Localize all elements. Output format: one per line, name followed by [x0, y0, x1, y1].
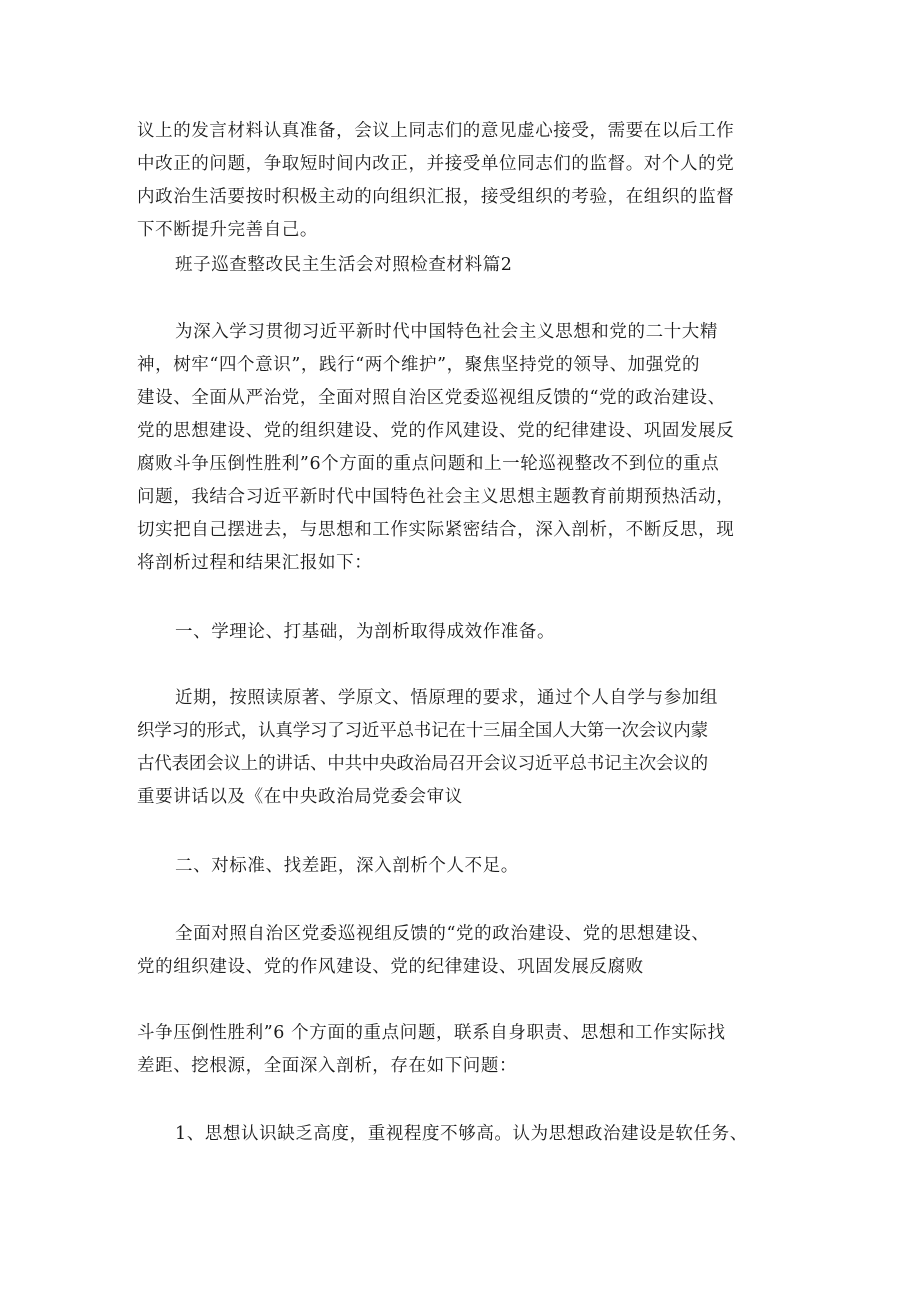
paragraph-line: 为深入学习贯彻习近平新时代中国特色社会主义思想和党的二十大精	[175, 322, 718, 342]
intro-line: 中改正的问题，争取短时间内改正，并接受单位同志们的监督。对个人的党	[137, 154, 735, 174]
list-item: 1、思想认识缺乏高度，重视程度不够高。认为思想政治建设是软任务、	[175, 1124, 748, 1144]
article-title: 班子巡查整改民主生活会对照检查材料篇2	[175, 255, 513, 275]
paragraph-line: 差距、挖根源，全面深入剖析，存在如下问题：	[137, 1056, 518, 1076]
paragraph-line: 党的思想建设、党的组织建设、党的作风建设、党的纪律建设、巩固发展反	[137, 421, 735, 441]
paragraph-line: 神，树牢“四个意识”，践行“两个维护”，聚焦坚持党的领导、加强党的	[137, 355, 701, 375]
paragraph-line: 问题，我结合习近平新时代中国特色社会主义思想主题教育前期预热活动，	[137, 487, 735, 507]
intro-line: 下不断提升完善自己。	[137, 220, 318, 240]
section-heading: 二、对标准、找差距，深入剖析个人不足。	[175, 856, 519, 876]
paragraph-line: 建设、全面从严治党，全面对照自治区党委巡视组反馈的“党的政治建设、	[137, 388, 726, 408]
paragraph-line: 斗争压倒性胜利”6 个方面的重点问题，联系自身职责、思想和工作实际找	[137, 1023, 726, 1043]
intro-line: 议上的发言材料认真准备，会议上同志们的意见虚心接受，需要在以后工作	[137, 121, 735, 141]
section-heading: 一、学理论、打基础，为剖析取得成效作准备。	[175, 622, 556, 642]
intro-line: 内政治生活要按时积极主动的向组织汇报，接受组织的考验，在组织的监督	[137, 187, 735, 207]
paragraph-line: 将剖析过程和结果汇报如下：	[137, 553, 373, 573]
paragraph-line: 古代表团会议上的讲话、中共中央政治局召开会议习近平总书记主次会议的	[137, 754, 708, 774]
paragraph-line: 腐败斗争压倒性胜利”6个方面的重点问题和上一轮巡视整改不到位的重点	[137, 454, 720, 474]
paragraph-line: 全面对照自治区党委巡视组反馈的“党的政治建设、党的思想建设、	[175, 924, 710, 944]
paragraph-line: 重要讲话以及《在中央政治局党委会审议	[137, 787, 463, 807]
paragraph-line: 织学习的形式，认真学习了习近平总书记在十三届全国人大第一次会议内蒙	[137, 721, 708, 741]
paragraph-line: 党的组织建设、党的作风建设、党的纪律建设、巩固发展反腐败	[137, 957, 644, 977]
paragraph-line: 近期，按照读原著、学原文、悟原理的要求，通过个人自学与参加组	[175, 688, 718, 708]
paragraph-line: 切实把自己摆进去，与思想和工作实际紧密结合，深入剖析，不断反思，现	[137, 520, 735, 540]
